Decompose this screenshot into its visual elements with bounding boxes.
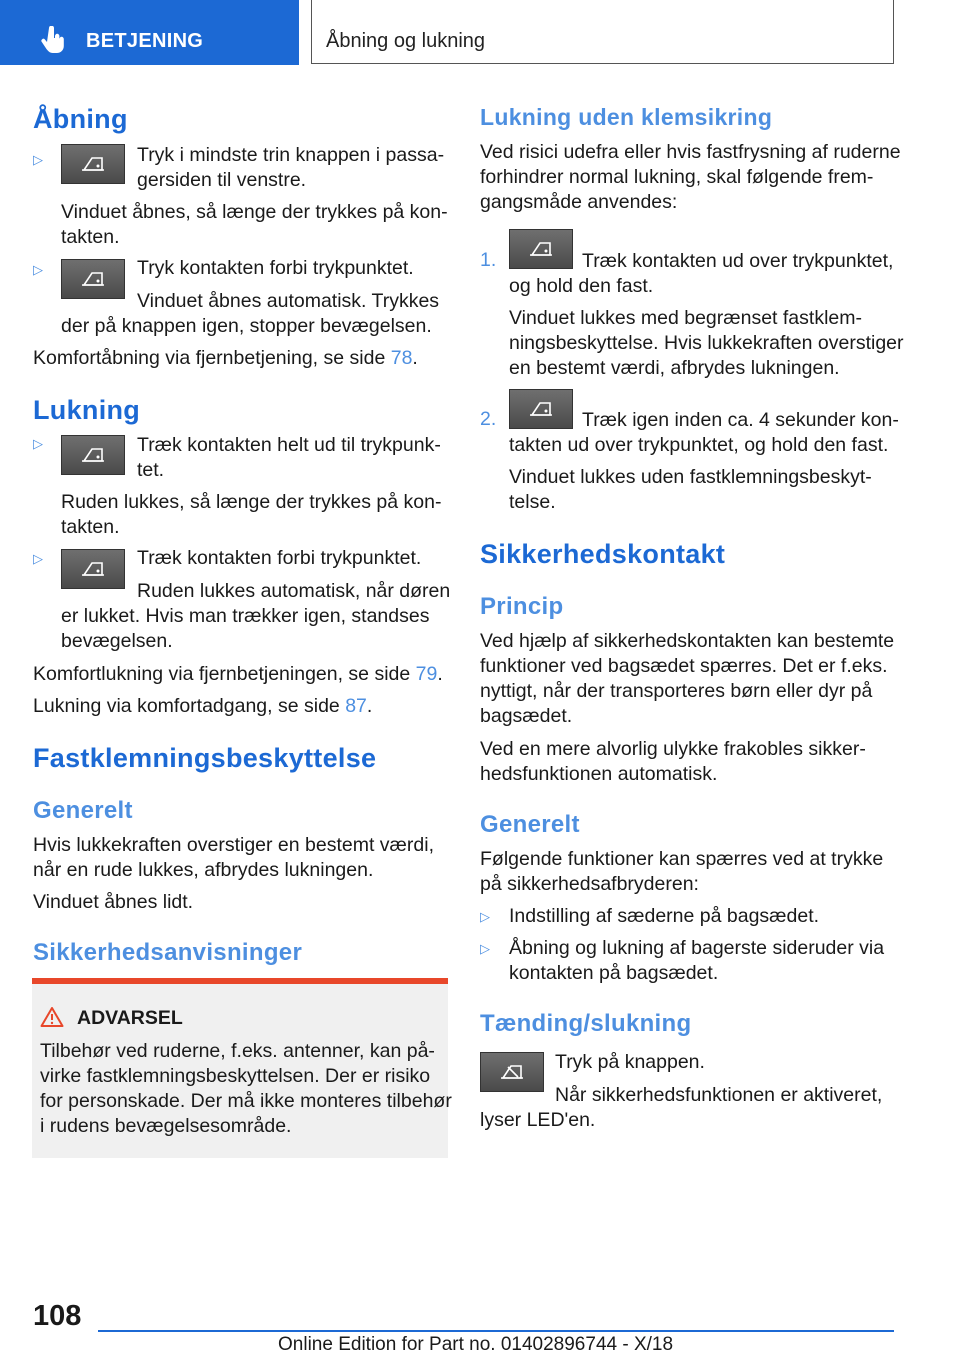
step-text: tet.: [137, 459, 165, 481]
warning-text: i rudens bevægelsesområde.: [40, 1115, 292, 1137]
body-text: Hvis lukkekraften overstiger en bestemt værdi,: [33, 834, 434, 856]
result-text: takten.: [61, 226, 120, 248]
result-text: Vinduet åbnes automatisk. Trykkes: [137, 290, 440, 312]
result-text: ningsbeskyttelse. Hvis lukkekraften overstiger: [509, 332, 904, 354]
result-text: telse.: [509, 491, 556, 513]
body-text: Når sikkerhedsfunktionen er aktiveret,: [555, 1084, 883, 1106]
result-text: er lukket. Hvis man trækker igen, standses: [61, 605, 430, 627]
warning-title: ADVARSEL: [77, 1007, 183, 1029]
page-link[interactable]: 87: [345, 695, 367, 717]
result-text: Vinduet åbnes, så længe der trykkes på kon-: [61, 201, 448, 223]
warning-text: for personskade. Der må ikke monteres tilbehør: [40, 1090, 452, 1112]
warning-triangle-icon: [40, 1006, 64, 1033]
window-switch-icon: [61, 259, 125, 299]
heading-lukning-uden-klemsikring: Lukning uden klemsikring: [480, 104, 773, 130]
edition-text: Online Edition for Part no. 01402896744 - X/18: [278, 1334, 674, 1355]
result-text: Ruden lukkes, så længe der trykkes på kon-: [61, 491, 442, 513]
step-text: Tryk kontakten forbi trykpunktet.: [137, 257, 414, 279]
list-item: Indstilling af sæderne på bagsædet.: [509, 905, 820, 927]
subheading-sikkerhedsanvisninger: Sikkerhedsanvisninger: [33, 939, 303, 966]
step-text: Træk kontakten helt ud til trykpunk-: [137, 434, 441, 456]
result-text: Vinduet lukkes med begrænset fastklem-: [509, 307, 862, 329]
result-text: der på knappen igen, stopper bevægelsen.: [61, 315, 432, 337]
list-bullet-icon: ▷: [33, 436, 43, 451]
heading-fastklemning: Fastklemningsbeskyttelse: [33, 743, 377, 773]
step-text: Træk igen inden ca. 4 sekunder kon-: [582, 409, 899, 431]
body-text: Følgende funktioner kan spærres ved at trykke: [480, 848, 884, 870]
step-number: 1.: [480, 249, 497, 271]
list-bullet-icon: ▷: [33, 262, 43, 277]
body-text: på sikkerhedsafbryderen:: [480, 873, 699, 895]
step-text: takten ud over trykpunktet, og hold den fast.: [509, 434, 889, 456]
heading-aabning: Åbning: [33, 104, 128, 134]
page-link[interactable]: 79: [415, 663, 438, 685]
result-text: en bestemt værdi, afbrydes lukningen.: [509, 357, 840, 379]
step-text: Træk kontakten ud over trykpunktet,: [582, 250, 894, 272]
window-switch-icon: [61, 144, 125, 184]
page-number: 108: [33, 1300, 82, 1332]
heading-lukning: Lukning: [33, 395, 141, 425]
result-text: Ruden lukkes automatisk, når døren: [137, 580, 451, 602]
step-text: gersiden til venstre.: [137, 169, 307, 191]
list-item: kontakten på bagsædet.: [509, 962, 719, 984]
hand-pointer-icon: [40, 26, 66, 59]
step-text: Træk kontakten forbi trykpunktet.: [137, 547, 422, 569]
result-text: bevægelsen.: [61, 630, 173, 652]
body-text: lyser LED'en.: [480, 1109, 596, 1131]
body-text: Tryk på knappen.: [555, 1051, 705, 1073]
body-text: Ved risici udefra eller hvis fastfrysning af ruderne: [480, 141, 901, 163]
window-switch-icon: [509, 229, 573, 269]
list-bullet-icon: ▷: [480, 909, 490, 924]
section-label: BETJENING: [86, 30, 204, 52]
body-text: bagsædet.: [480, 705, 573, 727]
cross-reference: Komfortåbning via fjernbetjening, se side 78.: [33, 347, 418, 369]
chapter-header: [311, 0, 894, 64]
page-link[interactable]: 78: [390, 347, 413, 369]
body-text: funktioner ved bagsædet spærres. Det er f.eks.: [480, 655, 888, 677]
warning-text: virke fastklemningsbeskyttelsen. Der er risiko: [40, 1065, 431, 1087]
list-bullet-icon: ▷: [480, 941, 490, 956]
chapter-title: Åbning og lukning: [326, 30, 486, 52]
section-tab[interactable]: [0, 0, 299, 65]
result-text: takten.: [61, 516, 120, 538]
subheading-princip: Princip: [480, 593, 564, 620]
body-text: Vinduet åbnes lidt.: [33, 891, 194, 913]
step-text: og hold den fast.: [509, 275, 654, 297]
body-text: forhindrer normal lukning, skal følgende frem-: [480, 166, 874, 188]
step-number: 2.: [480, 408, 497, 430]
heading-sikkerhedskontakt: Sikkerhedskontakt: [480, 539, 726, 569]
footer-divider: [98, 1330, 894, 1332]
window-switch-icon: [509, 389, 573, 429]
body-text: gangsmåde anvendes:: [480, 191, 678, 213]
body-text: nyttigt, når der transporteres børn eller dyr på: [480, 680, 873, 702]
warning-text: Tilbehør ved ruderne, f.eks. antenner, kan på-: [40, 1040, 435, 1062]
list-item: Åbning og lukning af bagerste sideruder via: [509, 937, 885, 959]
warning-bar: [32, 978, 448, 984]
subheading-generelt: Generelt: [33, 797, 133, 824]
step-text: Tryk i mindste trin knappen i passa-: [137, 144, 445, 166]
safety-switch-icon: [480, 1052, 544, 1092]
list-bullet-icon: ▷: [33, 551, 43, 566]
window-switch-icon: [61, 549, 125, 589]
body-text: når en rude lukkes, afbrydes lukningen.: [33, 859, 374, 881]
subheading-taending-slukning: Tænding/slukning: [480, 1010, 692, 1037]
body-text: Ved hjælp af sikkerhedskontakten kan bestemte: [480, 630, 895, 652]
body-text: hedsfunktionen automatisk.: [480, 763, 718, 785]
subheading-generelt: Generelt: [480, 811, 580, 838]
cross-reference: Komfortlukning via fjernbetjeningen, se side 79.: [33, 663, 443, 685]
list-bullet-icon: ▷: [33, 152, 43, 167]
result-text: Vinduet lukkes uden fastklemningsbeskyt-: [509, 466, 872, 488]
body-text: Ved en mere alvorlig ulykke frakobles sikker-: [480, 738, 866, 760]
window-switch-icon: [61, 435, 125, 475]
cross-reference: Lukning via komfortadgang, se side 87.: [33, 695, 373, 717]
